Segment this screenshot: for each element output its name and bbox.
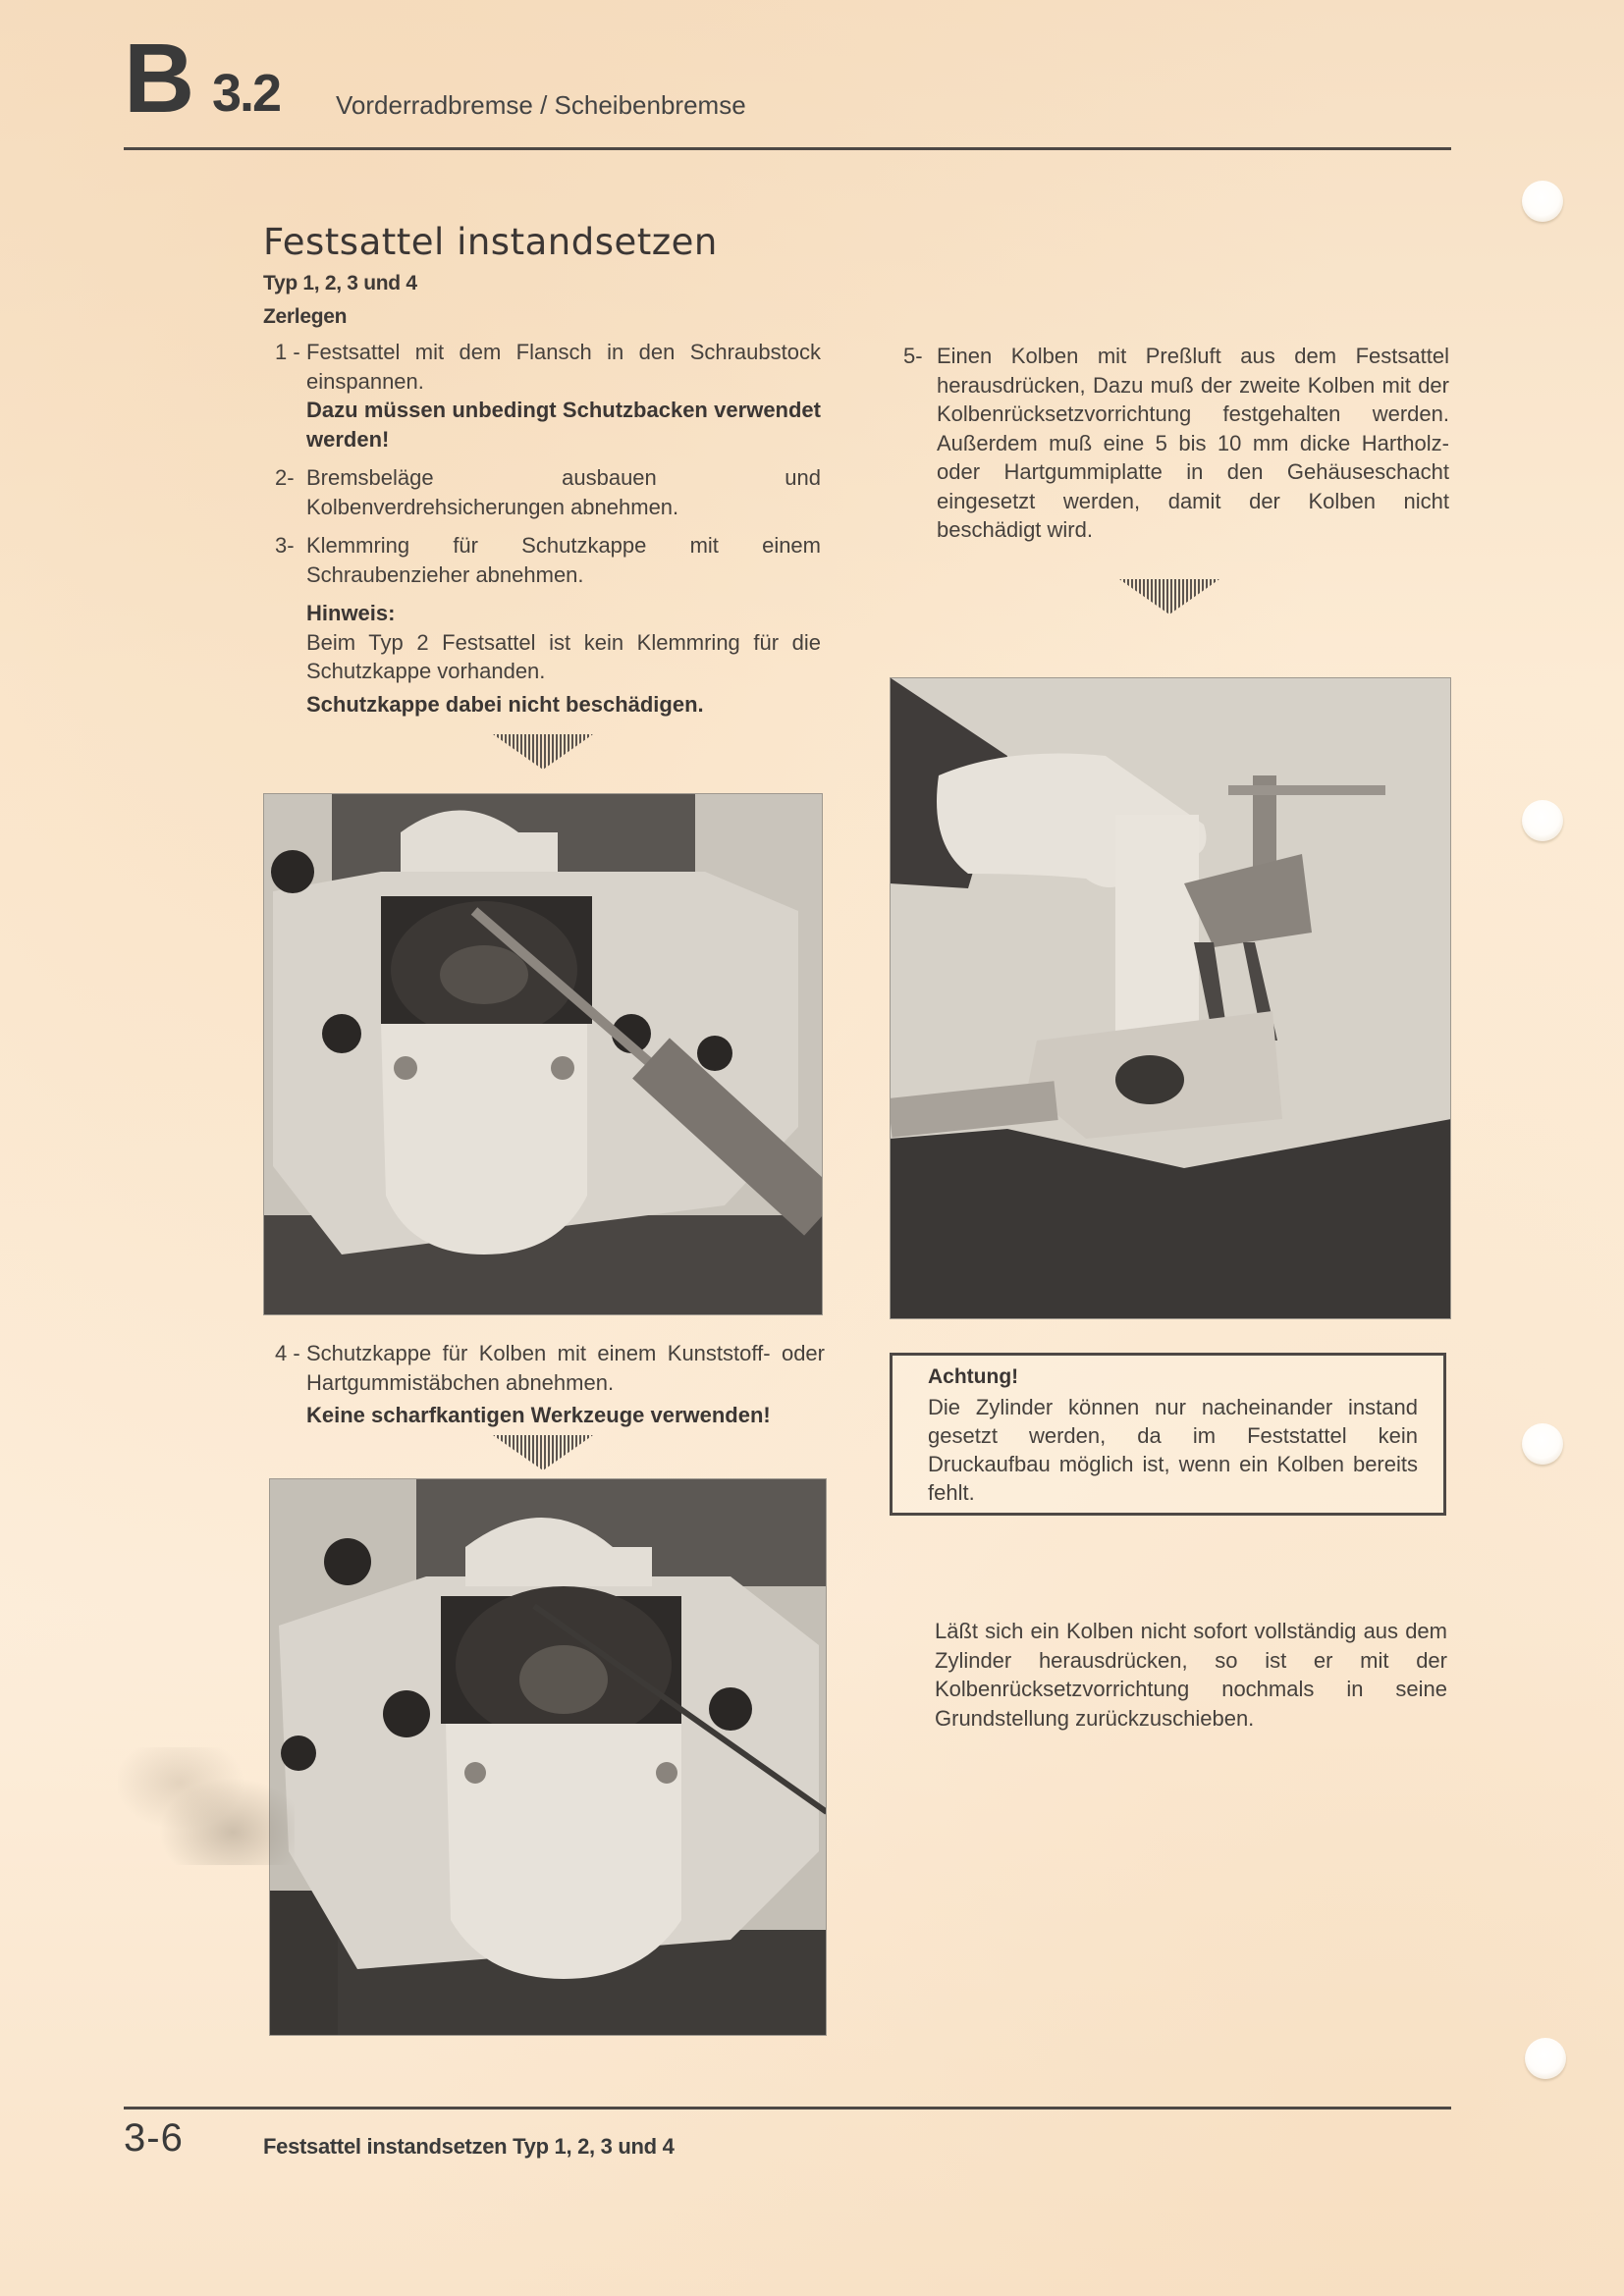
step-5	[903, 342, 1449, 545]
page-number: 3-6	[124, 2116, 184, 2160]
step-text: Klemmring für Schutzkappe mit einem Schraubenzieher abnehmen.	[306, 533, 821, 587]
step-warning: Keine scharfkantigen Werkzeuge verwenden!	[306, 1403, 771, 1427]
caution-text: Die Zylinder können nur nacheinander instand gesetzt werden, da im Feststattel kein Druckaufbau möglich ist, wenn ein Kolben bereits fehlt.	[928, 1395, 1418, 1505]
section-title: Vorderradbremse / Scheibenbremse	[336, 90, 746, 120]
step-warning: Dazu müssen unbedingt Schutzbacken verwendet werden!	[306, 398, 821, 452]
note-label: Hinweis:	[306, 601, 396, 625]
step-text: Bremsbeläge ausbauen und Kolbenverdrehsicherungen abnehmen.	[306, 465, 821, 519]
continue-arrow-icon	[1119, 579, 1219, 614]
section-number: 3.2	[212, 64, 281, 123]
section-heading: Zerlegen	[263, 305, 348, 328]
photo-caliper-rod	[269, 1478, 827, 2036]
closing-note: Läßt sich ein Kolben nicht sofort vollständig aus dem Zylinder herausdrücken, so ist er mit der Kolbenrücksetzvorrichtung nochmals in seine Grundstellung zurückzuschieben.	[935, 1619, 1447, 1731]
step-4	[275, 1339, 825, 1430]
step-text: Festsattel mit dem Flansch in den Schraubstock einspannen.	[306, 340, 821, 394]
step-number: 3-	[275, 533, 295, 558]
step-number: 5-	[903, 344, 923, 368]
punch-hole	[1522, 800, 1563, 841]
punch-hole	[1525, 2038, 1566, 2079]
continue-arrow-icon	[493, 734, 593, 770]
footer-rule	[124, 2107, 1451, 2109]
step-2	[275, 463, 821, 521]
step-3	[275, 531, 821, 719]
note-text: Beim Typ 2 Festsattel ist kein Klemmring für die Schutzkappe vorhanden.	[306, 629, 821, 683]
caution-label: Achtung!	[928, 1365, 1019, 1388]
photo-caliper-screwdriver	[263, 793, 823, 1315]
section-letter: B	[124, 24, 193, 133]
step-number: 4 -	[275, 1341, 300, 1365]
steps-1-3	[275, 338, 821, 719]
caution-box	[890, 1353, 1446, 1516]
header-rule	[124, 147, 1451, 150]
step-1	[275, 338, 821, 454]
step-text: Schutzkappe für Kolben mit einem Kunststoff- oder Hartgummistäbchen abnehmen.	[306, 1341, 825, 1395]
step-number: 1 -	[275, 340, 300, 364]
punch-hole	[1522, 1423, 1563, 1465]
step-warning: Schutzkappe dabei nicht beschädigen.	[306, 691, 704, 717]
paper-smudge	[118, 1747, 295, 1865]
page-title: Festsattel instandsetzen	[263, 221, 718, 263]
step-number: 2-	[275, 465, 295, 490]
continue-arrow-icon	[493, 1435, 593, 1470]
type-subtitle: Typ 1, 2, 3 und 4	[263, 272, 417, 294]
punch-hole	[1522, 181, 1563, 222]
footer-title: Festsattel instandsetzen Typ 1, 2, 3 und 4	[263, 2134, 675, 2159]
photo-caliper-piston-tool	[890, 677, 1451, 1319]
step-text: Einen Kolben mit Preßluft aus dem Festsattel herausdrücken, Dazu muß der zweite Kolben mit der Kolbenrücksetzvorrichtung festgehalten werden. Außerdem muß eine 5 bis 10 mm dicke Hartholz- oder Hartgummiplatte in den Gehäuseschacht eingesetzt werden, damit der Kolben nicht beschädigt wird.	[937, 344, 1449, 542]
